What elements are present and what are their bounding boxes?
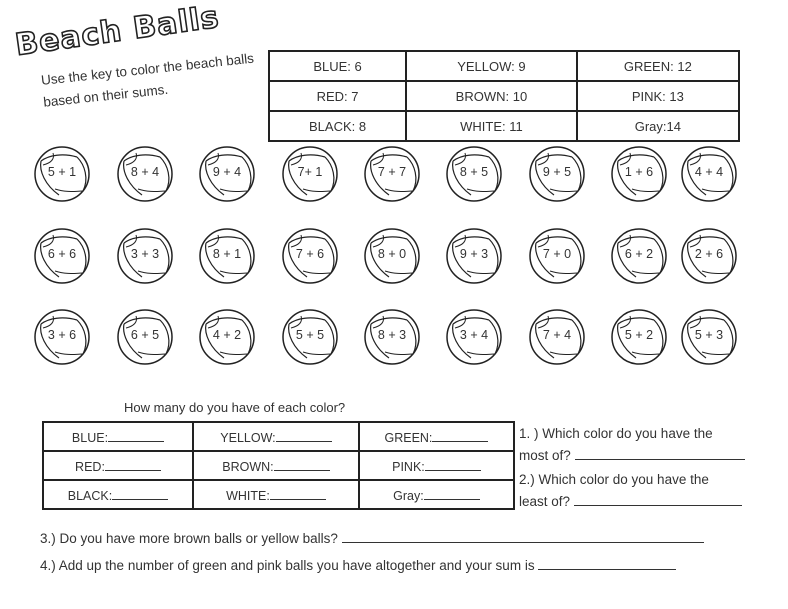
count-cell[interactable] xyxy=(43,451,193,480)
question-2-text-2: least of? xyxy=(519,494,571,509)
question-4 xyxy=(40,555,676,577)
beach-ball[interactable] xyxy=(445,308,503,366)
addition-problem: 3 + 4 xyxy=(459,328,489,342)
answer-blank[interactable] xyxy=(425,458,481,471)
count-label: PINK: xyxy=(392,459,425,474)
key-cell: Gray:14 xyxy=(577,111,739,141)
addition-problem: 6 + 6 xyxy=(47,247,77,261)
addition-problem: 8 + 4 xyxy=(130,165,160,179)
question-4-text: 4.) Add up the number of green and pink balls you have altogether and your sum is xyxy=(40,558,535,573)
answer-line[interactable] xyxy=(574,491,742,506)
addition-problem: 8 + 1 xyxy=(212,247,242,261)
answer-blank[interactable] xyxy=(108,429,164,442)
count-heading: How many do you have of each color? xyxy=(124,400,346,415)
beach-ball[interactable] xyxy=(116,308,174,366)
addition-problem: 6 + 2 xyxy=(624,247,654,261)
count-cell[interactable] xyxy=(359,480,514,509)
addition-problem: 5 + 2 xyxy=(624,328,654,342)
addition-problem: 3 + 6 xyxy=(47,328,77,342)
addition-problem: 8 + 0 xyxy=(377,247,407,261)
beach-ball[interactable] xyxy=(610,308,668,366)
addition-problem: 4 + 4 xyxy=(694,165,724,179)
count-cell[interactable] xyxy=(193,422,359,451)
count-label: BROWN: xyxy=(222,459,274,474)
count-cell[interactable] xyxy=(359,451,514,480)
beach-ball[interactable] xyxy=(198,227,256,285)
question-1-text-2: most of? xyxy=(519,448,571,463)
beach-ball[interactable] xyxy=(363,227,421,285)
beach-ball[interactable] xyxy=(281,227,339,285)
beach-ball[interactable] xyxy=(680,308,738,366)
beach-ball[interactable] xyxy=(198,145,256,203)
color-key-table xyxy=(268,50,740,142)
beach-ball[interactable] xyxy=(363,308,421,366)
addition-problem: 8 + 3 xyxy=(377,328,407,342)
count-cell[interactable] xyxy=(193,451,359,480)
beach-ball[interactable] xyxy=(680,145,738,203)
count-cell[interactable] xyxy=(193,480,359,509)
answer-blank[interactable] xyxy=(105,458,161,471)
addition-problem: 7+ 1 xyxy=(297,165,323,179)
beach-ball[interactable] xyxy=(33,227,91,285)
addition-problem: 7 + 7 xyxy=(377,165,407,179)
answer-line[interactable] xyxy=(538,555,676,570)
addition-problem: 9 + 5 xyxy=(542,165,572,179)
beach-ball[interactable] xyxy=(445,227,503,285)
answer-blank[interactable] xyxy=(424,487,480,500)
beach-ball[interactable] xyxy=(445,145,503,203)
addition-problem: 7 + 6 xyxy=(295,247,325,261)
count-label: GREEN: xyxy=(384,430,433,445)
beach-ball[interactable] xyxy=(528,227,586,285)
addition-problem: 2 + 6 xyxy=(694,247,724,261)
beach-ball[interactable] xyxy=(281,308,339,366)
key-cell: RED: 7 xyxy=(269,81,406,111)
beach-ball[interactable] xyxy=(610,145,668,203)
answer-blank[interactable] xyxy=(274,458,330,471)
question-2-text: 2.) Which color do you have the xyxy=(519,472,709,487)
beach-ball[interactable] xyxy=(116,145,174,203)
key-cell: BROWN: 10 xyxy=(406,81,577,111)
answer-blank[interactable] xyxy=(270,487,326,500)
beach-ball[interactable] xyxy=(610,227,668,285)
addition-problem: 4 + 2 xyxy=(212,328,242,342)
count-label: YELLOW: xyxy=(220,430,276,445)
count-label: RED: xyxy=(75,459,105,474)
beach-ball[interactable] xyxy=(680,227,738,285)
beach-ball[interactable] xyxy=(281,145,339,203)
addition-problem: 8 + 5 xyxy=(459,165,489,179)
addition-problem: 5 + 1 xyxy=(47,165,77,179)
count-label: BLACK: xyxy=(67,488,113,503)
question-1-text: 1. ) Which color do you have the xyxy=(519,426,713,441)
answer-blank[interactable] xyxy=(112,487,168,500)
count-label: WHITE: xyxy=(226,488,270,503)
key-cell: YELLOW: 9 xyxy=(406,51,577,81)
count-label: BLUE: xyxy=(71,430,109,445)
beach-ball[interactable] xyxy=(528,145,586,203)
beach-ball[interactable] xyxy=(528,308,586,366)
question-2 xyxy=(519,469,742,513)
answer-line[interactable] xyxy=(575,445,745,460)
count-cell[interactable] xyxy=(43,422,193,451)
addition-problem: 1 + 6 xyxy=(624,165,654,179)
color-count-table xyxy=(42,421,515,510)
answer-blank[interactable] xyxy=(276,429,332,442)
addition-problem: 5 + 5 xyxy=(295,328,325,342)
key-cell: WHITE: 11 xyxy=(406,111,577,141)
worksheet-title: Beach Balls xyxy=(13,0,222,64)
count-label: Gray: xyxy=(393,488,424,503)
key-cell: GREEN: 12 xyxy=(577,51,739,81)
key-cell: BLACK: 8 xyxy=(269,111,406,141)
addition-problem: 9 + 3 xyxy=(459,247,489,261)
addition-problem: 7 + 0 xyxy=(542,247,572,261)
question-3-text: 3.) Do you have more brown balls or yellow balls? xyxy=(40,531,338,546)
beach-ball[interactable] xyxy=(33,308,91,366)
beach-ball[interactable] xyxy=(363,145,421,203)
addition-problem: 9 + 4 xyxy=(212,165,242,179)
addition-problem: 5 + 3 xyxy=(694,328,724,342)
count-cell[interactable] xyxy=(359,422,514,451)
count-cell[interactable] xyxy=(43,480,193,509)
question-3 xyxy=(40,528,704,550)
key-cell: PINK: 13 xyxy=(577,81,739,111)
addition-problem: 3 + 3 xyxy=(130,247,160,261)
beach-ball[interactable] xyxy=(116,227,174,285)
answer-line[interactable] xyxy=(342,528,704,543)
instructions-text: Use the key to color the beach balls based on their sums. xyxy=(40,50,255,110)
answer-blank[interactable] xyxy=(432,429,488,442)
question-1 xyxy=(519,423,745,467)
beach-ball[interactable] xyxy=(33,145,91,203)
beach-ball[interactable] xyxy=(198,308,256,366)
addition-problem: 6 + 5 xyxy=(130,328,160,342)
key-cell: BLUE: 6 xyxy=(269,51,406,81)
addition-problem: 7 + 4 xyxy=(542,328,572,342)
